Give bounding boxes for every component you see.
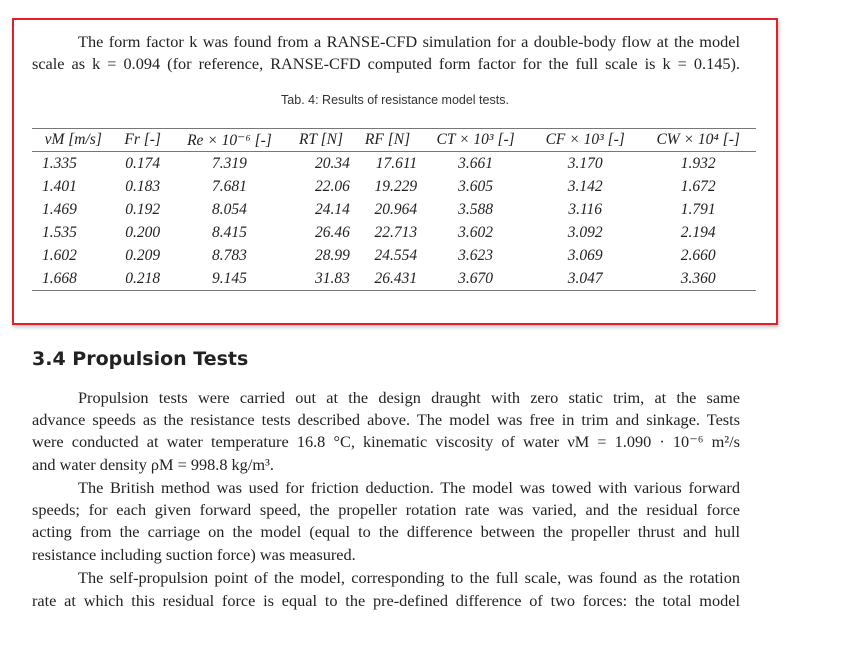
table-cell: 1.401	[42, 177, 77, 195]
table-cell: 8.783	[212, 246, 247, 264]
table-cell: 19.229	[374, 177, 418, 195]
table-cell: 1.791	[680, 200, 716, 218]
table-caption: Tab. 4: Results of resistance model tests.	[281, 93, 509, 107]
table-cell: 8.415	[212, 223, 247, 241]
table-cell: 1.335	[42, 154, 77, 172]
table-cell: 3.605	[458, 177, 494, 195]
table-cell: 31.83	[315, 269, 350, 287]
body-line: advance speeds as the resistance tests described above. The model was free in trim and sinkage. Tests	[32, 410, 740, 429]
table-cell: 22.06	[315, 177, 350, 195]
table-row	[32, 244, 756, 267]
table-cell: 22.713	[374, 223, 418, 241]
column-header: Re × 10⁻⁶ [-]	[171, 129, 288, 152]
table-cell: 0.200	[125, 223, 161, 241]
column-header: RT [N]	[288, 129, 354, 152]
table-cell: 3.360	[680, 269, 716, 287]
table-cell: 20.964	[374, 200, 418, 218]
table-cell: 1.932	[680, 154, 716, 172]
table-row	[32, 175, 756, 198]
column-header: CT × 10³ [-]	[421, 129, 530, 152]
body-line: The self-propulsion point of the model, corresponding to the full scale, was found as the rotation	[78, 568, 740, 587]
table-cell: 3.661	[458, 154, 494, 172]
table-row	[32, 152, 756, 176]
table-cell: 26.431	[374, 269, 418, 287]
table-cell: 0.192	[125, 200, 161, 218]
table-cell: 3.623	[458, 246, 494, 264]
table-row	[32, 198, 756, 221]
table-cell: 3.092	[567, 223, 603, 241]
table-cell: 2.660	[680, 246, 716, 264]
column-header: vM [m/s]	[32, 129, 114, 152]
table-cell: 0.209	[125, 246, 161, 264]
column-header: CW × 10⁴ [-]	[640, 129, 756, 152]
table-cell: 7.319	[212, 154, 247, 172]
table-cell: 2.194	[680, 223, 716, 241]
body-line: acting from the carriage on the model (equal to the difference between the propeller thrust and hull	[32, 522, 740, 541]
intro-line: scale as k = 0.094 (for reference, RANSE-CFD computed form factor for the full scale is k = 0.145).	[32, 54, 740, 73]
table-cell: 17.611	[375, 154, 418, 172]
table-cell: 9.145	[212, 269, 247, 287]
body-line: rate at which this residual force is equal to the pre-defined difference of two forces: the total model	[32, 591, 740, 610]
table-cell: 28.99	[315, 246, 350, 264]
body-line: were conducted at water temperature 16.8 °C, kinematic viscosity of water νM = 1.090 · 10⁻⁶ m²/s	[32, 432, 740, 451]
table-cell: 7.681	[212, 177, 247, 195]
table-cell: 3.670	[458, 269, 494, 287]
body-line: Propulsion tests were carried out at the design draught with zero static trim, at the same	[78, 388, 740, 407]
resistance-table	[32, 128, 756, 291]
intro-line: The form factor k was found from a RANSE-CFD simulation for a double-body flow at the model	[78, 32, 740, 51]
body-line: resistance including suction force) was measured.	[32, 545, 356, 564]
table-cell: 3.069	[567, 246, 603, 264]
table-cell: 1.469	[42, 200, 77, 218]
table-cell: 3.142	[567, 177, 603, 195]
table-cell: 1.668	[42, 269, 77, 287]
table-cell: 3.170	[567, 154, 603, 172]
table-cell: 1.672	[680, 177, 716, 195]
body-line: speeds; for each given forward speed, the propeller rotation rate was varied, and the residual force	[32, 500, 740, 519]
table-cell: 3.116	[568, 200, 603, 218]
table-cell: 0.174	[125, 154, 161, 172]
table-cell: 1.535	[42, 223, 77, 241]
table-cell: 20.34	[315, 154, 350, 172]
section-heading: 3.4 Propulsion Tests	[32, 348, 249, 370]
table-cell: 1.602	[42, 246, 77, 264]
table-row	[32, 267, 756, 291]
table-cell: 24.14	[315, 200, 350, 218]
table-cell: 3.047	[567, 269, 603, 287]
table-cell: 24.554	[374, 246, 418, 264]
table-cell: 8.054	[212, 200, 247, 218]
body-line: The British method was used for friction deduction. The model was towed with various forward	[78, 478, 740, 497]
body-line: and water density ρM = 998.8 kg/m³.	[32, 455, 274, 474]
table-cell: 0.218	[125, 269, 161, 287]
column-header: CF × 10³ [-]	[530, 129, 640, 152]
table-cell: 0.183	[125, 177, 161, 195]
table-cell: 3.602	[458, 223, 494, 241]
table-cell: 26.46	[315, 223, 350, 241]
column-header: Fr [-]	[114, 129, 170, 152]
table-row	[32, 221, 756, 244]
table-cell: 3.588	[458, 200, 494, 218]
column-header: RF [N]	[354, 129, 421, 152]
